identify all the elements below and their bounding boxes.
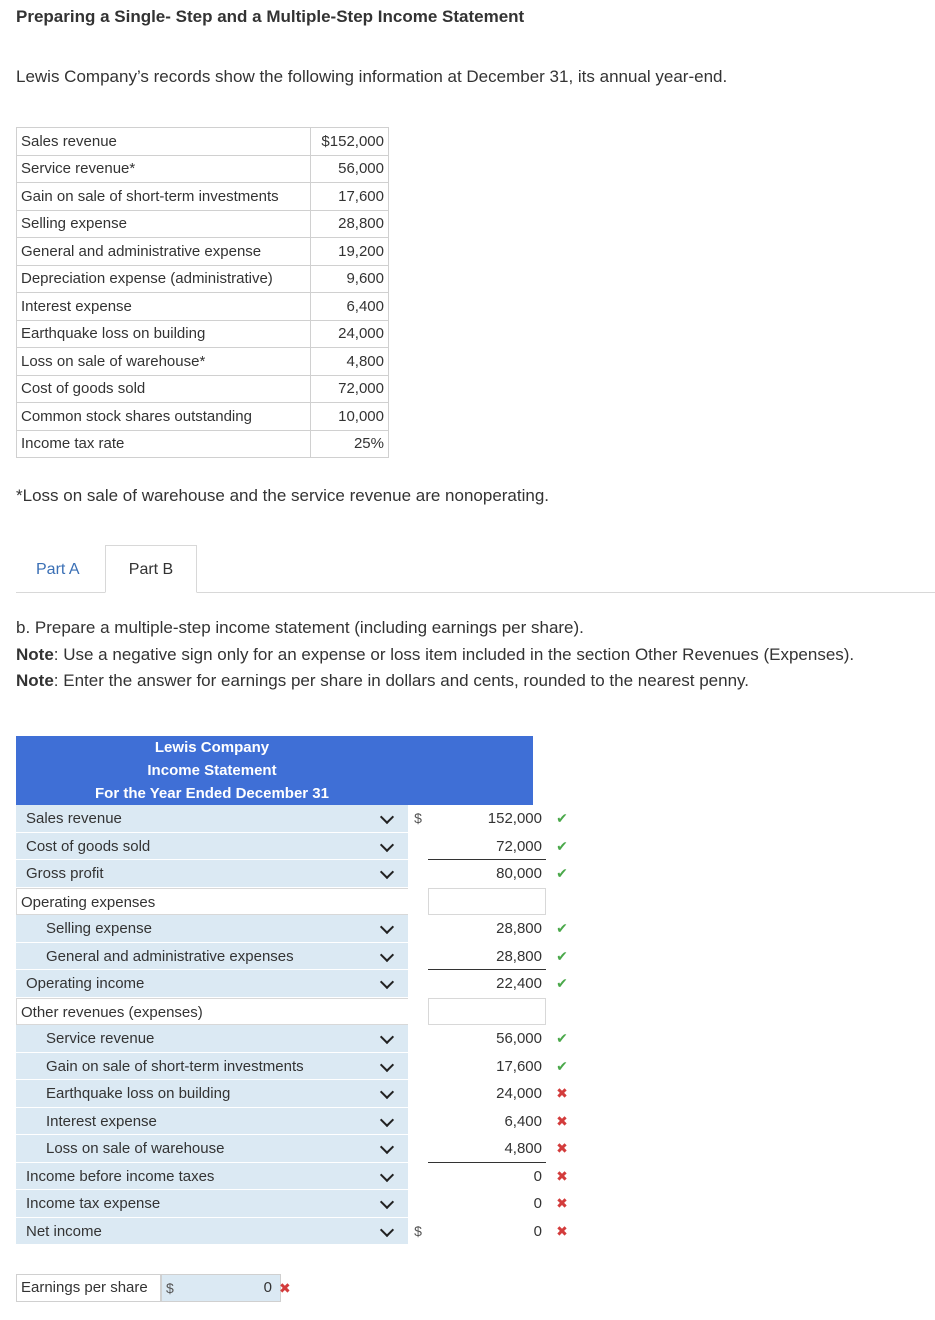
dollar-sign — [408, 888, 428, 916]
amount-input — [428, 998, 546, 1026]
table-row — [17, 293, 389, 321]
section-heading: Operating expenses — [16, 888, 408, 916]
account-select[interactable]: Income tax expense — [16, 1190, 408, 1218]
amount-input[interactable]: 152,000 — [487, 810, 542, 827]
dollar-sign — [408, 1053, 428, 1081]
info-label: Selling expense — [17, 210, 311, 238]
info-value: 28,800 — [311, 210, 389, 238]
note-line — [16, 642, 854, 669]
check-icon: ✔ — [556, 837, 568, 854]
info-value: 19,200 — [311, 238, 389, 266]
account-select[interactable]: General and administrative expenses — [16, 943, 408, 971]
amount-input[interactable]: 80,000 — [496, 865, 542, 882]
table-row — [17, 155, 389, 183]
info-value: 4,800 — [311, 348, 389, 376]
amount-input[interactable]: 0 — [533, 1167, 542, 1185]
account-select[interactable]: Net income — [16, 1218, 408, 1246]
dollar-sign — [408, 833, 428, 861]
page-title: Preparing a Single- Step and a Multiple-Step Income Statement — [16, 7, 525, 26]
account-select[interactable]: Operating income — [16, 970, 408, 998]
cross-icon: ✖ — [556, 1222, 568, 1239]
dollar-sign — [408, 915, 428, 943]
info-label: Interest expense — [17, 293, 311, 321]
cross-icon: ✖ — [556, 1195, 568, 1211]
info-value: 9,600 — [311, 265, 389, 293]
table-row — [17, 403, 389, 431]
eps-dollar-sign: $ — [166, 1280, 174, 1296]
info-label: Loss on sale of warehouse* — [17, 348, 311, 376]
account-select[interactable]: Sales revenue — [16, 805, 408, 833]
footnote: *Loss on sale of warehouse and the service revenue are nonoperating. — [16, 486, 550, 505]
amount-input[interactable]: 72,000 — [428, 833, 546, 861]
dollar-sign: $ — [414, 810, 422, 826]
cross-icon: ✖ — [556, 1085, 568, 1101]
eps-label: Earnings per share — [16, 1274, 161, 1302]
intro-text: Lewis Company’s records show the following information at December 31, its annual year-end. — [16, 67, 728, 86]
section-heading: Other revenues (expenses) — [16, 998, 408, 1026]
info-value: 72,000 — [311, 375, 389, 403]
info-label: Service revenue* — [17, 155, 311, 183]
amount-input[interactable]: 28,800 — [428, 943, 546, 971]
table-row — [17, 375, 389, 403]
statement-header — [16, 736, 533, 805]
account-select[interactable]: Cost of goods sold — [16, 833, 408, 861]
check-icon: ✔ — [556, 947, 568, 964]
info-label: Sales revenue — [17, 128, 311, 156]
account-select[interactable]: Income before income taxes — [16, 1163, 408, 1191]
statement-period: For the Year Ended December 31 — [95, 785, 329, 802]
account-select[interactable]: Service revenue — [16, 1025, 408, 1053]
amount-input[interactable]: 4,800 — [428, 1135, 546, 1163]
dollar-sign — [408, 970, 428, 998]
eps-value[interactable]: 0 — [263, 1279, 272, 1296]
dollar-sign — [408, 998, 428, 1026]
info-value: 24,000 — [311, 320, 389, 348]
info-label: Income tax rate — [17, 430, 311, 458]
info-value: 25% — [311, 430, 389, 458]
tab-part-a[interactable]: Part A — [36, 561, 80, 578]
info-value: 56,000 — [311, 155, 389, 183]
info-value: $152,000 — [311, 128, 389, 156]
info-label: Cost of goods sold — [17, 375, 311, 403]
note-label: Note — [16, 644, 54, 664]
table-row — [17, 320, 389, 348]
account-select[interactable]: Gain on sale of short-term investments — [16, 1053, 408, 1081]
cross-icon: ✖ — [279, 1280, 291, 1296]
statement-name: Income Statement — [147, 762, 277, 779]
note-label: Note — [16, 671, 54, 690]
amount-input[interactable]: 24,000 — [496, 1085, 542, 1102]
info-label: Gain on sale of short-term investments — [17, 183, 311, 211]
check-icon: ✔ — [556, 865, 568, 881]
dollar-sign — [408, 1190, 428, 1218]
dollar-sign — [408, 1080, 428, 1108]
table-row — [17, 238, 389, 266]
dollar-sign — [408, 1135, 428, 1163]
account-select[interactable]: Gross profit — [16, 860, 408, 888]
account-select[interactable]: Earthquake loss on building — [16, 1080, 408, 1108]
info-label: Depreciation expense (administrative) — [17, 265, 311, 293]
cross-icon: ✖ — [556, 1167, 568, 1184]
dollar-sign — [408, 1025, 428, 1053]
check-icon: ✔ — [556, 920, 568, 936]
info-value: 10,000 — [311, 403, 389, 431]
account-select[interactable]: Interest expense — [16, 1108, 408, 1136]
dollar-sign — [408, 860, 428, 888]
statement-company: Lewis Company — [154, 739, 270, 756]
info-label: Common stock shares outstanding — [17, 403, 311, 431]
amount-input[interactable]: 56,000 — [496, 1030, 542, 1047]
tab-part-b[interactable]: Part B — [105, 545, 197, 593]
dollar-sign — [408, 1108, 428, 1136]
account-select[interactable]: Loss on sale of warehouse — [16, 1135, 408, 1163]
dollar-sign — [408, 943, 428, 971]
amount-input[interactable]: 17,600 — [496, 1057, 542, 1075]
info-value: 17,600 — [311, 183, 389, 211]
table-row — [17, 265, 389, 293]
instruction-line: b. Prepare a multiple-step income statement (including earnings per share). — [16, 618, 584, 637]
table-row — [17, 430, 389, 458]
note-text: : Enter the answer for earnings per share in dollars and cents, rounded to the nearest penny. — [53, 671, 749, 690]
note-text: : Use a negative sign only for an expense or loss item included in the section Other Revenues (Expenses). — [53, 644, 855, 664]
amount-input[interactable]: 0 — [533, 1195, 542, 1212]
check-icon: ✔ — [556, 975, 568, 991]
amount-input[interactable]: 28,800 — [496, 920, 542, 937]
info-table — [16, 127, 389, 458]
amount-input — [428, 888, 546, 916]
cross-icon: ✖ — [556, 1112, 568, 1129]
dollar-sign — [408, 1163, 428, 1191]
check-icon: ✔ — [556, 1057, 568, 1074]
account-select[interactable]: Selling expense — [16, 915, 408, 943]
note-line — [16, 668, 854, 695]
amount-input[interactable]: 22,400 — [496, 975, 542, 992]
table-row — [17, 210, 389, 238]
instructions — [16, 615, 854, 695]
check-icon: ✔ — [556, 810, 568, 826]
table-row — [17, 348, 389, 376]
table-row — [17, 183, 389, 211]
amount-input[interactable]: 0 — [533, 1222, 542, 1240]
amount-input[interactable]: 6,400 — [504, 1112, 542, 1130]
info-label: General and administrative expense — [17, 238, 311, 266]
check-icon: ✔ — [556, 1030, 568, 1046]
info-value: 6,400 — [311, 293, 389, 321]
dollar-sign: $ — [414, 1222, 422, 1239]
info-label: Earthquake loss on building — [17, 320, 311, 348]
cross-icon: ✖ — [556, 1140, 568, 1156]
table-row — [17, 128, 389, 156]
